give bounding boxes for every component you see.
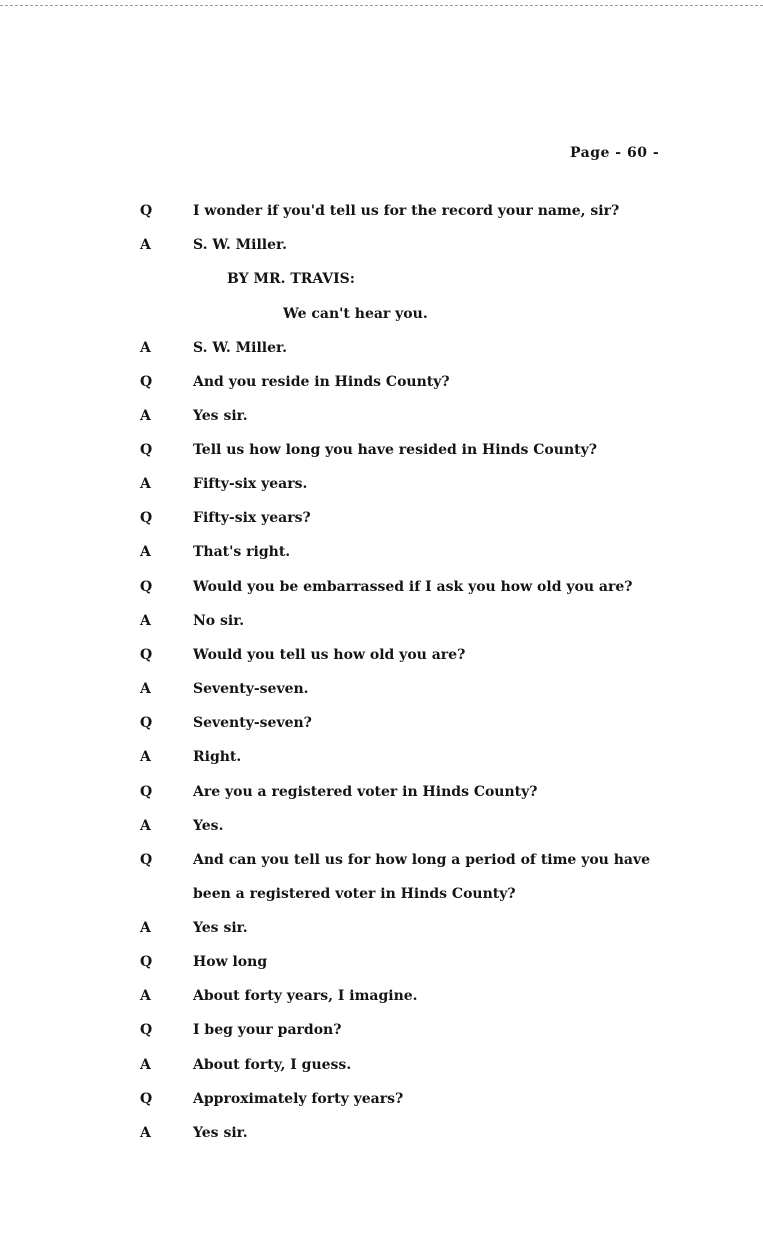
line-text: Approximately forty years? bbox=[193, 1091, 404, 1107]
transcript-line bbox=[0, 237, 763, 257]
speaker-label: Q bbox=[140, 510, 153, 526]
line-text: Yes sir. bbox=[193, 920, 248, 936]
transcript-line bbox=[0, 681, 763, 701]
line-text: Seventy-seven? bbox=[193, 715, 312, 731]
speaker-label: A bbox=[140, 476, 151, 492]
transcript-line bbox=[0, 749, 763, 769]
transcript-line bbox=[0, 920, 763, 940]
page-number: Page - 60 - bbox=[570, 145, 660, 161]
transcript-line bbox=[0, 271, 763, 291]
transcript-line bbox=[0, 476, 763, 496]
transcript-line bbox=[0, 988, 763, 1008]
line-text: That's right. bbox=[193, 544, 291, 560]
line-text: Right. bbox=[193, 749, 242, 765]
line-text: Yes. bbox=[193, 818, 224, 834]
speaker-label: A bbox=[140, 920, 151, 936]
transcript-line bbox=[0, 647, 763, 667]
speaker-label: Q bbox=[140, 647, 153, 663]
transcript-line bbox=[0, 852, 763, 872]
speaker-label: Q bbox=[140, 954, 153, 970]
transcript-line bbox=[0, 203, 763, 223]
speaker-label: Q bbox=[140, 852, 153, 868]
line-text: been a registered voter in Hinds County? bbox=[193, 886, 516, 902]
speaker-label: A bbox=[140, 988, 151, 1004]
transcript-line bbox=[0, 1057, 763, 1077]
transcript-line bbox=[0, 408, 763, 428]
transcript-line bbox=[0, 715, 763, 735]
line-text: S. W. Miller. bbox=[193, 340, 287, 356]
speaker-label: Q bbox=[140, 442, 153, 458]
line-text: I beg your pardon? bbox=[193, 1022, 342, 1038]
transcript-line bbox=[0, 544, 763, 564]
line-text: Would you be embarrassed if I ask you how old you are? bbox=[193, 579, 633, 595]
line-text: Are you a registered voter in Hinds County? bbox=[193, 784, 538, 800]
speaker-label: Q bbox=[140, 1091, 153, 1107]
speaker-label: A bbox=[140, 1057, 151, 1073]
speaker-label: Q bbox=[140, 1022, 153, 1038]
transcript-line bbox=[0, 954, 763, 974]
line-text: Fifty-six years? bbox=[193, 510, 311, 526]
speaker-label: A bbox=[140, 408, 151, 424]
line-text: I wonder if you'd tell us for the record your name, sir? bbox=[193, 203, 620, 219]
transcript-line bbox=[0, 579, 763, 599]
transcript-line bbox=[0, 818, 763, 838]
examiner-heading: BY MR. TRAVIS: bbox=[227, 271, 355, 287]
speaker-label: Q bbox=[140, 715, 153, 731]
transcript-line bbox=[0, 613, 763, 633]
line-text: Yes sir. bbox=[193, 408, 248, 424]
transcript-line bbox=[0, 442, 763, 462]
line-text: About forty years, I imagine. bbox=[193, 988, 418, 1004]
line-text: Seventy-seven. bbox=[193, 681, 309, 697]
speaker-label: A bbox=[140, 613, 151, 629]
transcript-line bbox=[0, 340, 763, 360]
speaker-label: Q bbox=[140, 203, 153, 219]
transcript-line bbox=[0, 1125, 763, 1145]
speaker-label: A bbox=[140, 1125, 151, 1141]
speaker-label: A bbox=[140, 681, 151, 697]
transcript-line bbox=[0, 306, 763, 326]
line-text: We can't hear you. bbox=[283, 306, 428, 322]
transcript-line bbox=[0, 886, 763, 906]
line-text: About forty, I guess. bbox=[193, 1057, 352, 1073]
speaker-label: Q bbox=[140, 374, 153, 390]
transcript-line bbox=[0, 1022, 763, 1042]
transcript-line bbox=[0, 784, 763, 804]
line-text: And you reside in Hinds County? bbox=[193, 374, 450, 390]
line-text: And can you tell us for how long a period of time you have bbox=[193, 852, 651, 868]
line-text: Tell us how long you have resided in Hinds County? bbox=[193, 442, 597, 458]
line-text: How long bbox=[193, 954, 268, 970]
speaker-label: Q bbox=[140, 579, 153, 595]
line-text: Yes sir. bbox=[193, 1125, 248, 1141]
transcript-line bbox=[0, 510, 763, 530]
speaker-label: Q bbox=[140, 784, 153, 800]
speaker-label: A bbox=[140, 340, 151, 356]
line-text: No sir. bbox=[193, 613, 245, 629]
transcript-line bbox=[0, 374, 763, 394]
speaker-label: A bbox=[140, 818, 151, 834]
speaker-label: A bbox=[140, 749, 151, 765]
speaker-label: A bbox=[140, 544, 151, 560]
line-text: S. W. Miller. bbox=[193, 237, 287, 253]
line-text: Fifty-six years. bbox=[193, 476, 308, 492]
line-text: Would you tell us how old you are? bbox=[193, 647, 466, 663]
speaker-label: A bbox=[140, 237, 151, 253]
transcript-line bbox=[0, 1091, 763, 1111]
